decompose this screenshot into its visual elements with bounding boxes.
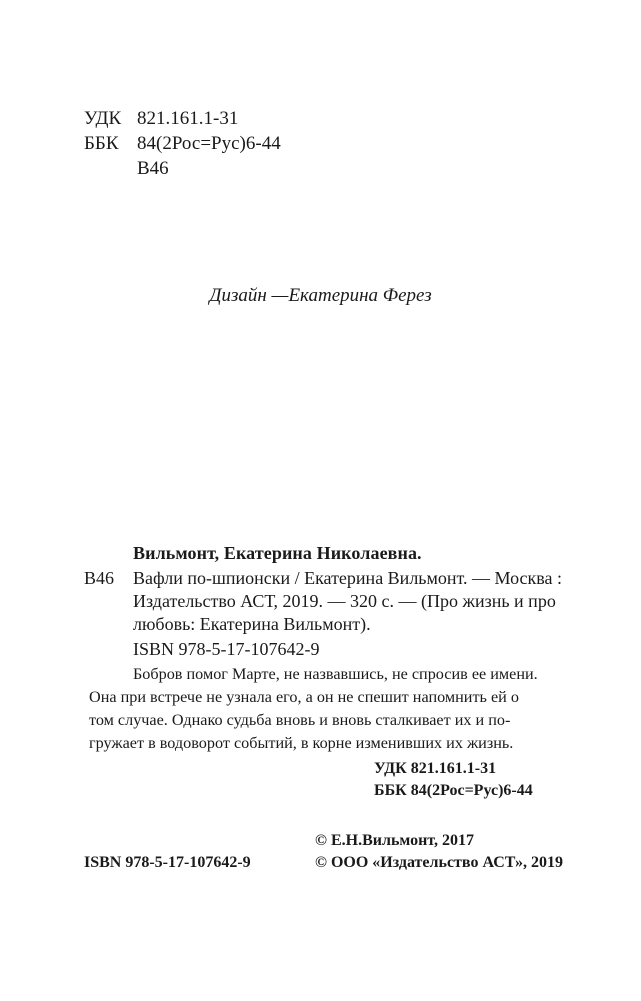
copyright-publisher: © ООО «Издательство АСТ», 2019	[315, 854, 564, 871]
bbk-value: 84(2Рос=Рус)6-44	[137, 133, 281, 154]
card-udk: УДК 821.161.1-31	[374, 760, 497, 777]
udk-value: 821.161.1-31	[137, 108, 239, 129]
card-description-line: Издательство АСТ, 2019. — 320 с. — (Про жизнь и про	[133, 591, 556, 611]
card-isbn: ISBN 978-5-17-107642-9	[133, 639, 320, 659]
annotation-line: гружает в водоворот событий, в корне изменивших их жизнь.	[89, 734, 514, 752]
bbk-label: ББК	[84, 133, 119, 154]
author-code: В46	[137, 158, 169, 179]
design-credit: Дизайн —Екатерина Ферез	[209, 285, 432, 306]
annotation-line: Бобров помог Марте, не назвавшись, не спросив ее имени.	[133, 665, 538, 683]
card-author: Вильмонт, Екатерина Николаевна.	[133, 543, 422, 563]
footer-isbn: ISBN 978-5-17-107642-9	[84, 854, 251, 871]
copyright-author: © Е.Н.Вильмонт, 2017	[315, 832, 474, 849]
card-description-line: любовь: Екатерина Вильмонт).	[133, 614, 371, 634]
annotation-line: Она при встрече не узнала его, а он не спешит напомнить ей о	[89, 688, 519, 706]
card-bbk: ББК 84(2Рос=Рус)6-44	[374, 782, 533, 799]
udk-label: УДК	[84, 108, 122, 129]
annotation-line: том случае. Однако судьба вновь и вновь сталкивает их и по-	[89, 711, 511, 729]
card-code: В46	[84, 568, 115, 588]
card-description-line: Вафли по-шпионски / Екатерина Вильмонт. — Москва :	[133, 568, 563, 588]
